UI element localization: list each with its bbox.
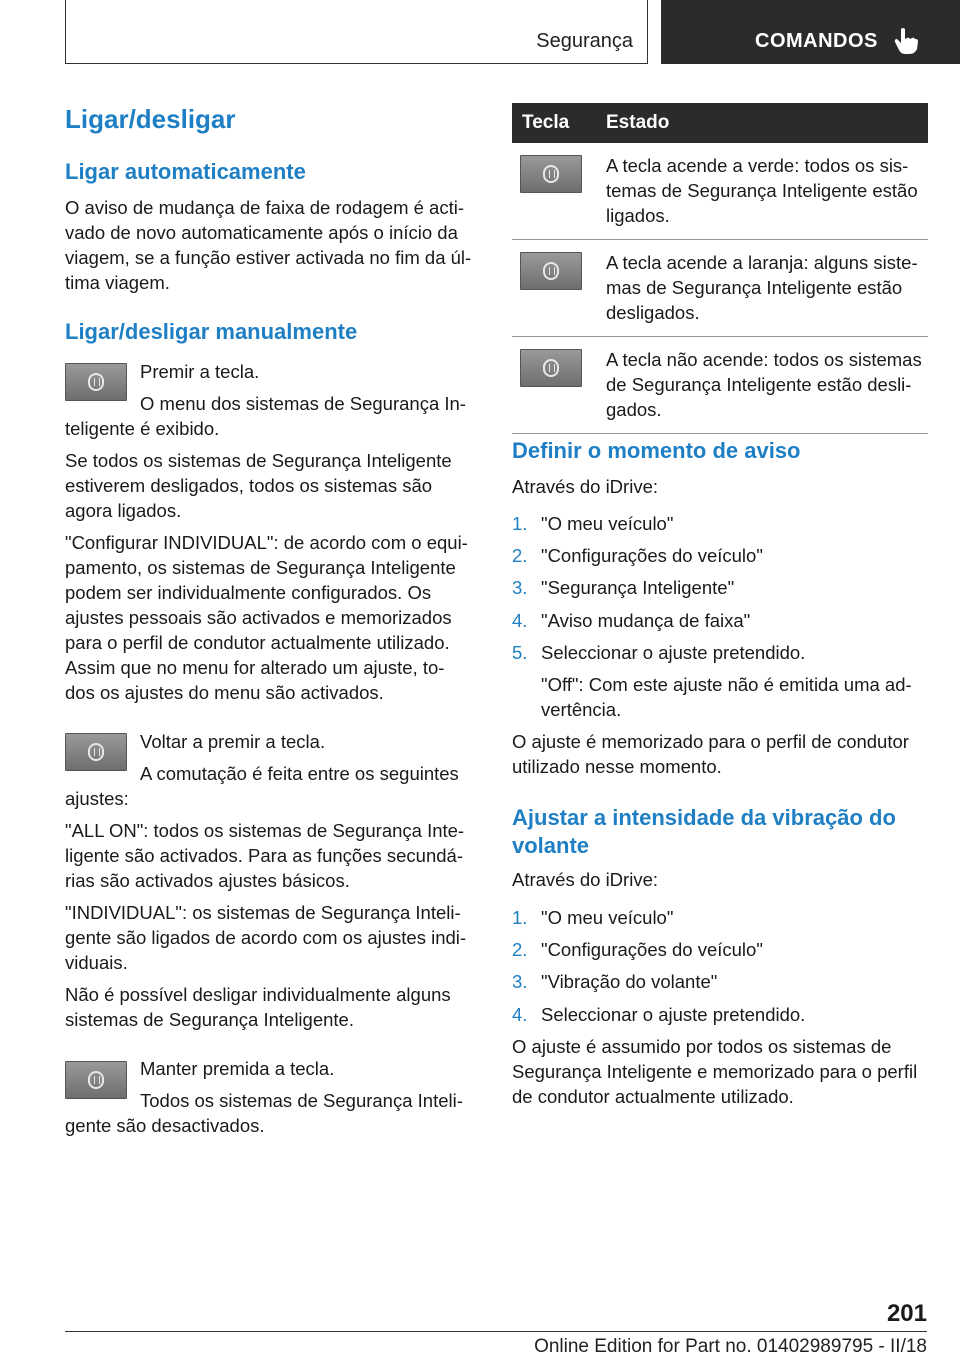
b1-line1: Premir a tecla.: [140, 361, 260, 382]
pointing-hand-icon: [893, 27, 919, 55]
b3-line2: Todos os sistemas de Segurança Inteli-: [140, 1090, 463, 1111]
steps-list-vibracao: 1. "O meu veículo" 2. "Configurações do veículo" 3. "Vibração do volante" 4. Seleccionar o ajuste pretendido.: [512, 907, 806, 1025]
paragraph-final: O ajuste é assumido por todos os sistemas de Segurança Inteligente e memorizado para o perfil de condutor actualmente utilizado.: [512, 1036, 918, 1107]
heading-vibracao: Ajustar a intensidade da vibração do volante: [512, 805, 896, 858]
table-cell: A tecla acende a laranja: alguns siste- mas de Segurança Inteligente estão desligados.: [606, 240, 928, 337]
safety-key-icon: [88, 1071, 104, 1089]
footer-divider: [65, 1331, 927, 1332]
b3-line1: Manter premida a tecla.: [140, 1058, 335, 1079]
chapter-tab: [661, 0, 960, 64]
paragraph-2: "Configurar INDIVIDUAL": de acordo com o equi- pamento, os sistemas de Segurança Inteligente podem ser individualmente configurados. Os ajustes pessoais são activados e memorizados para o perfil de condutor actualmente utilizado. Assim que no menu for alterado um ajuste, to- dos os ajustes do menu são activados.: [65, 532, 468, 703]
table-cell: A tecla não acende: todos os sistemas de Segurança Inteligente estão desli- gados.: [606, 337, 928, 434]
page-number: 201: [886, 1300, 927, 1327]
via-idrive-2: Através do iDrive:: [512, 869, 658, 890]
safety-key-button: [65, 1061, 127, 1099]
step5-note: "Off": Com este ajuste não é emitida uma ad- vertência.: [541, 674, 912, 720]
table-header-estado: Estado: [606, 103, 928, 143]
paragraph-5: Não é possível desligar individualmente alguns sistemas de Segurança Inteligente.: [65, 984, 451, 1030]
chapter-title: COMANDOS: [755, 30, 878, 52]
safety-key-icon: [543, 262, 559, 280]
paragraph-auto: O aviso de mudança de faixa de rodagem é acti- vado de novo automaticamente após o início da viagem, se a função estiver activada no fim da úl- tima viagem.: [65, 197, 472, 293]
safety-key-button: [520, 252, 582, 290]
via-idrive: Através do iDrive:: [512, 476, 658, 497]
safety-key-icon: [88, 373, 104, 391]
safety-key-button: [520, 155, 582, 193]
heading-momento-aviso: Definir o momento de aviso: [512, 438, 801, 463]
safety-key-button: [520, 349, 582, 387]
b1-line3: teligente é exibido.: [65, 418, 220, 439]
safety-key-button: [65, 363, 127, 401]
b3-line3: gente são desactivados.: [65, 1115, 265, 1136]
heading-ligar-desligar: Ligar/desligar: [65, 104, 236, 134]
b2-line1: Voltar a premir a tecla.: [140, 731, 326, 752]
table-row: [512, 337, 928, 434]
safety-key-icon: [543, 165, 559, 183]
paragraph-memorizado: O ajuste é memorizado para o perfil de condutor utilizado nesse momento.: [512, 731, 909, 777]
steps-list-aviso: 1. "O meu veículo" 2. "Configurações do veículo" 3. "Segurança Inteligente" 4. "Aviso mudança de faixa" 5. Seleccionar o ajuste pretendido.: [512, 513, 806, 663]
status-table: [512, 103, 928, 434]
paragraph-3: "ALL ON": todos os sistemas de Segurança Inte- ligente são activados. Para as funções secundá- rias são activados ajustes básicos.: [65, 820, 465, 891]
edition-text: Online Edition for Part no. 01402989795 - II/18: [534, 1336, 927, 1357]
table-cell: A tecla acende a verde: todos os sis- temas de Segurança Inteligente estão ligados.: [606, 143, 928, 240]
heading-ligar-auto: Ligar automaticamente: [65, 159, 306, 184]
safety-key-button: [65, 733, 127, 771]
table-row: [512, 143, 928, 240]
paragraph-4: "INDIVIDUAL": os sistemas de Segurança Inteli- gente são ligados de acordo com os ajustes indi- viduais.: [65, 902, 467, 973]
b2-line3: ajustes:: [65, 788, 129, 809]
table-row: [512, 240, 928, 337]
paragraph-1: Se todos os sistemas de Segurança Inteligente estiverem desligados, todos os sistemas são agora ligados.: [65, 450, 452, 521]
b2-line2: A comutação é feita entre os seguintes: [140, 763, 459, 784]
b1-line2: O menu dos sistemas de Segurança In-: [140, 393, 466, 414]
section-title: Segurança: [536, 30, 633, 52]
header-box: [65, 0, 648, 64]
safety-key-icon: [543, 359, 559, 377]
safety-key-icon: [88, 743, 104, 761]
table-header-tecla: Tecla: [512, 103, 606, 143]
heading-ligar-manual: Ligar/desligar manualmente: [65, 319, 358, 344]
